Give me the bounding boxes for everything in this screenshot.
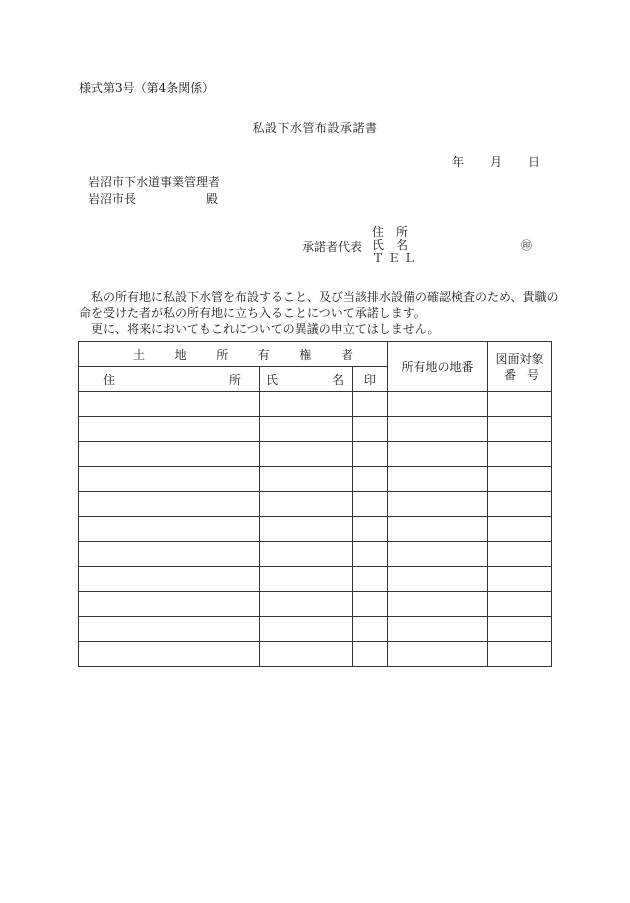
seal-mark-icon: ㊞: [521, 239, 532, 252]
table-row: [79, 492, 552, 517]
row-cell-seal[interactable]: [353, 567, 388, 592]
row-cell-name[interactable]: [260, 492, 353, 517]
row-cell-address[interactable]: [79, 567, 260, 592]
row-cell-lot[interactable]: [388, 567, 488, 592]
row-cell-seal[interactable]: [353, 442, 388, 467]
approver-fields: [372, 226, 416, 265]
address-header: [79, 367, 260, 392]
row-cell-name[interactable]: [260, 567, 353, 592]
row-cell-lot[interactable]: [388, 392, 488, 417]
row-cell-name[interactable]: [260, 617, 353, 642]
row-cell-address[interactable]: [79, 492, 260, 517]
row-cell-name[interactable]: [260, 442, 353, 467]
row-cell-name[interactable]: [260, 592, 353, 617]
owner-group-header-char: 土: [133, 347, 146, 362]
row-cell-seal[interactable]: [353, 592, 388, 617]
row-cell-drawing-no[interactable]: [488, 442, 552, 467]
row-cell-lot[interactable]: [388, 442, 488, 467]
row-cell-name[interactable]: [260, 642, 353, 667]
addressee-honorific: 殿: [206, 192, 219, 206]
consent-paragraph-2: 更に、将来においてもこれについての異議の申立てはしません。: [91, 322, 440, 336]
row-cell-seal[interactable]: [353, 617, 388, 642]
row-cell-name[interactable]: [260, 517, 353, 542]
row-cell-lot[interactable]: [388, 517, 488, 542]
landowner-table: [78, 341, 552, 667]
row-cell-seal[interactable]: [353, 492, 388, 517]
name-header: [260, 367, 353, 392]
address-header-char: 住: [103, 372, 116, 387]
row-cell-lot[interactable]: [388, 592, 488, 617]
date-year-label: 年: [452, 155, 465, 169]
row-cell-drawing-no[interactable]: [488, 642, 552, 667]
owner-group-header-char: 者: [340, 347, 353, 362]
document-title: 私設下水管布設承諾書: [252, 121, 378, 135]
approver-address-label: 住 所: [372, 225, 409, 239]
drawing-header-char: 号: [527, 367, 540, 382]
name-header-char: 氏: [266, 372, 279, 387]
table-row: [79, 517, 552, 542]
row-cell-name[interactable]: [260, 392, 353, 417]
table-row: [79, 542, 552, 567]
row-cell-name[interactable]: [260, 467, 353, 492]
row-cell-lot[interactable]: [388, 542, 488, 567]
owner-group-header-char: 権: [299, 347, 312, 362]
consent-paragraph-1: 私の所有地に私設下水管を布設すること、及び当該排水設備の確認検査のため、貴職の命を受けた者が私の所有地に立ち入ることについて承諾します。: [79, 290, 559, 320]
table-row: [79, 442, 552, 467]
row-cell-lot[interactable]: [388, 642, 488, 667]
approver-label: 承諾者代表: [302, 240, 363, 254]
row-cell-seal[interactable]: [353, 467, 388, 492]
row-cell-seal[interactable]: [353, 542, 388, 567]
row-cell-address[interactable]: [79, 467, 260, 492]
form-number: 様式第3号（第4条関係）: [79, 81, 215, 95]
row-cell-drawing-no[interactable]: [488, 517, 552, 542]
row-cell-seal[interactable]: [353, 417, 388, 442]
row-cell-drawing-no[interactable]: [488, 392, 552, 417]
table-row: [79, 567, 552, 592]
table-row: [79, 467, 552, 492]
row-cell-seal[interactable]: [353, 392, 388, 417]
date-line: [452, 155, 540, 169]
drawing-number-header: [488, 342, 552, 392]
row-cell-address[interactable]: [79, 517, 260, 542]
date-month-label: 月: [490, 155, 503, 169]
lot-number-header: 所有地の地番: [388, 342, 488, 392]
row-cell-address[interactable]: [79, 417, 260, 442]
approver-tel-label: Ｔ Ｅ Ｌ: [372, 251, 416, 265]
row-cell-name[interactable]: [260, 542, 353, 567]
table-row: [79, 592, 552, 617]
row-cell-drawing-no[interactable]: [488, 592, 552, 617]
table-row: [79, 617, 552, 642]
row-cell-name[interactable]: [260, 417, 353, 442]
row-cell-drawing-no[interactable]: [488, 492, 552, 517]
table-row: [79, 392, 552, 417]
date-day-label: 日: [528, 155, 541, 169]
approver-name-label: 氏 名: [372, 238, 409, 252]
addressee-person: 岩沼市長: [88, 192, 137, 206]
addressee-organization: 岩沼市下水道事業管理者: [88, 175, 221, 189]
address-header-char: 所: [228, 372, 241, 387]
row-cell-drawing-no[interactable]: [488, 467, 552, 492]
owner-group-header-char: 所: [216, 347, 229, 362]
name-header-char: 名: [331, 372, 344, 387]
row-cell-drawing-no[interactable]: [488, 617, 552, 642]
owner-group-header-char: 地: [174, 347, 187, 362]
consent-text: [79, 289, 559, 337]
row-cell-address[interactable]: [79, 392, 260, 417]
row-cell-lot[interactable]: [388, 492, 488, 517]
row-cell-address[interactable]: [79, 442, 260, 467]
seal-header: 印: [353, 367, 388, 392]
row-cell-lot[interactable]: [388, 467, 488, 492]
table-row: [79, 642, 552, 667]
row-cell-lot[interactable]: [388, 617, 488, 642]
owner-group-header: [79, 342, 388, 367]
drawing-header-char: 番: [504, 367, 517, 382]
row-cell-seal[interactable]: [353, 642, 388, 667]
row-cell-address[interactable]: [79, 617, 260, 642]
row-cell-address[interactable]: [79, 642, 260, 667]
row-cell-seal[interactable]: [353, 517, 388, 542]
row-cell-address[interactable]: [79, 542, 260, 567]
row-cell-drawing-no[interactable]: [488, 567, 552, 592]
row-cell-drawing-no[interactable]: [488, 417, 552, 442]
row-cell-address[interactable]: [79, 592, 260, 617]
owner-group-header-char: 有: [257, 347, 270, 362]
row-cell-drawing-no[interactable]: [488, 542, 552, 567]
row-cell-lot[interactable]: [388, 417, 488, 442]
drawing-header-line1: 図面対象: [495, 351, 544, 366]
table-row: [79, 417, 552, 442]
